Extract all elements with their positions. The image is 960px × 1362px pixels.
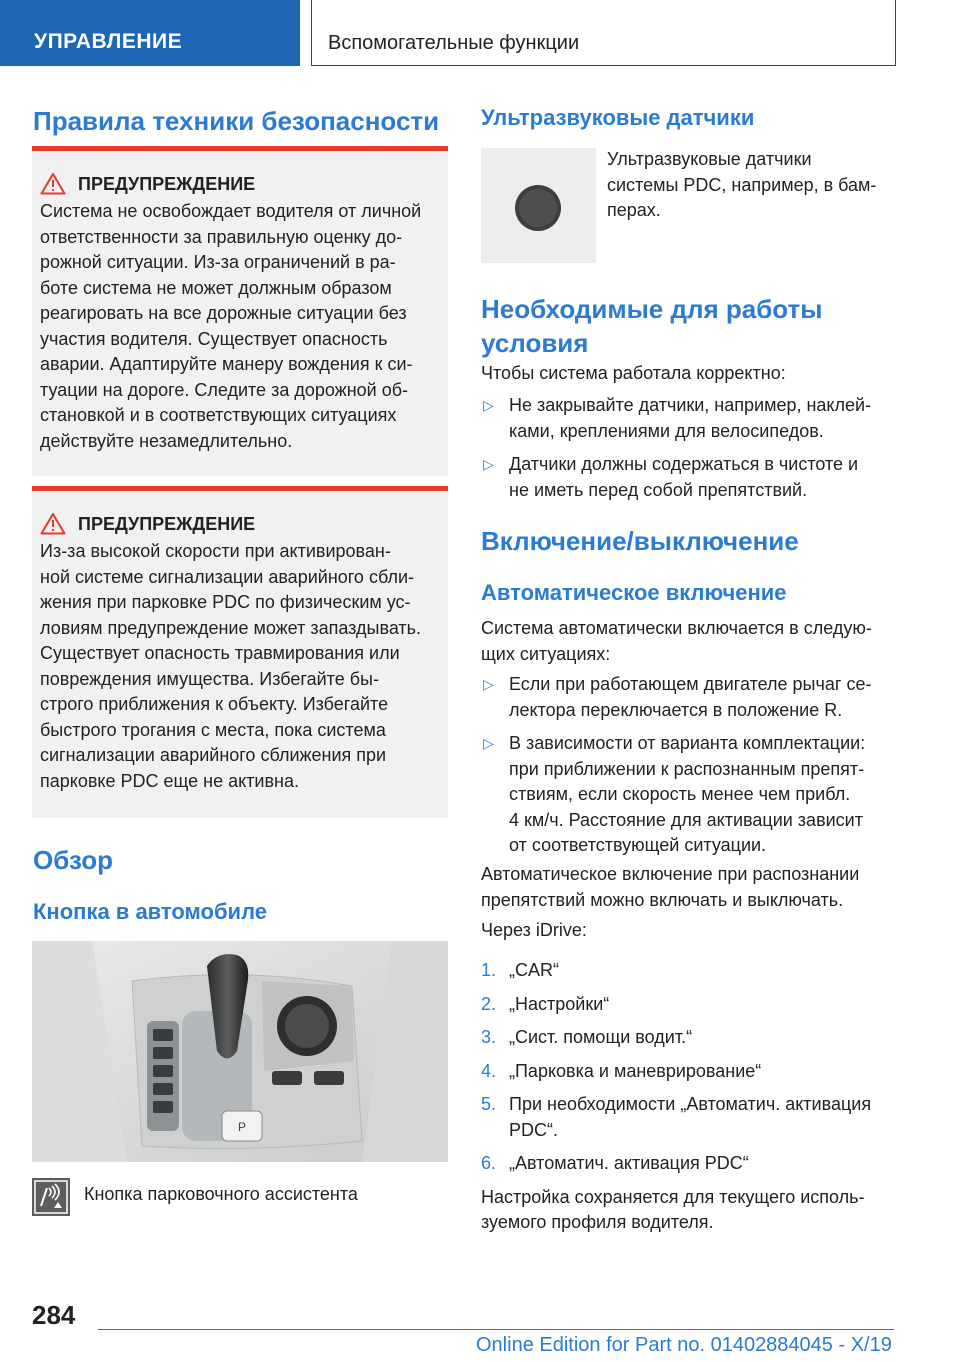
auto-conditions-list bbox=[481, 672, 901, 859]
text-line: ной системе сигнализации аварийного сбли- bbox=[40, 566, 415, 587]
title-line: Необходимые для работы bbox=[481, 294, 823, 324]
warning-triangle-icon bbox=[40, 512, 66, 535]
auto-activation-title: Автоматическое включение bbox=[481, 580, 787, 605]
section-tab: УПРАВЛЕНИЕ bbox=[0, 0, 300, 66]
step-number: 5. bbox=[481, 1094, 497, 1114]
text-line: при приближении к распознанным препят- bbox=[509, 758, 865, 779]
idrive-steps bbox=[481, 958, 901, 1236]
button-section-title: Кнопка в автомобиле bbox=[33, 899, 267, 924]
text-line: лектора переключается в положение R. bbox=[509, 699, 843, 720]
step-item bbox=[481, 958, 901, 984]
auto-intro bbox=[481, 616, 901, 667]
idrive-intro: Через iDrive: bbox=[481, 920, 587, 940]
step-text: „Парковка и маневрирование“ bbox=[509, 1060, 762, 1081]
text-line: Настройка сохраняется для текущего исполь- bbox=[481, 1186, 865, 1207]
text-line: сигнализации аварийного сближения при bbox=[40, 745, 387, 765]
button-caption: Кнопка парковочного ассистента bbox=[84, 1184, 358, 1204]
text-line: повреждения имущества. Избегайте бы- bbox=[40, 668, 379, 689]
text-line: Если при работающем двигателе рычаг се- bbox=[509, 674, 872, 694]
step-item bbox=[481, 1059, 901, 1085]
text-line: Не закрывайте датчики, например, наклей- bbox=[509, 395, 872, 415]
page-number: 284 bbox=[32, 1300, 76, 1330]
requirements-title bbox=[481, 292, 901, 360]
warning-triangle-icon bbox=[40, 172, 66, 195]
save-note bbox=[481, 1185, 901, 1236]
text-line: быстрого трогания с места, пока система bbox=[40, 719, 386, 740]
text-line: Из-за высокой скорости при активирован- bbox=[40, 541, 391, 561]
overview-title: Обзор bbox=[33, 845, 113, 875]
text-line: реагировать на все дорожные ситуации без bbox=[40, 303, 407, 323]
bullet-triangle-icon: ▷ bbox=[483, 397, 494, 413]
step-text: „Сист. помощи водит.“ bbox=[509, 1027, 693, 1047]
text-line: от соответствующей ситуации. bbox=[509, 835, 767, 855]
text-line: Датчики должны содержаться в чистоте и bbox=[509, 454, 859, 474]
step-text: PDC“. bbox=[509, 1119, 558, 1140]
on-off-title: Включение/выключение bbox=[481, 526, 799, 556]
auto-note bbox=[481, 862, 901, 913]
text-line: Автоматическое включение при распознании bbox=[481, 864, 860, 884]
requirements-intro: Чтобы система работала корректно: bbox=[481, 363, 786, 383]
text-line: аварии. Адаптируйте манеру вождения к си- bbox=[40, 354, 413, 374]
text-line: щих ситуациях: bbox=[481, 643, 611, 664]
warning-box-1 bbox=[32, 146, 448, 476]
text-line: боте система не может должным образом bbox=[40, 277, 392, 298]
text-line: Ультразвуковые датчики bbox=[607, 149, 812, 169]
text-line: не иметь перед собой препятствий. bbox=[509, 479, 808, 500]
text-line: препятствий можно включать и выключать. bbox=[481, 889, 844, 910]
text-line: ками, креплениями для велосипедов. bbox=[509, 420, 824, 441]
footer-divider bbox=[98, 1329, 894, 1330]
warning-title bbox=[78, 171, 438, 197]
text-line: жения при парковке PDC по физическим ус- bbox=[40, 592, 411, 612]
step-number: 1. bbox=[481, 960, 497, 980]
step-text: „CAR“ bbox=[509, 960, 559, 980]
text-line: Существует опасность травмирования или bbox=[40, 643, 400, 663]
bullet-triangle-icon: ▷ bbox=[483, 676, 494, 692]
step-number: 4. bbox=[481, 1060, 497, 1081]
warning-body bbox=[40, 539, 438, 794]
sensors-title: Ультразвуковые датчики bbox=[481, 105, 755, 130]
safety-title: Правила техники безопасности bbox=[33, 106, 440, 136]
ultrasonic-sensor-photo bbox=[481, 148, 596, 263]
step-number: 2. bbox=[481, 993, 497, 1014]
step-item bbox=[481, 1092, 901, 1143]
text-line: парковке PDC еще не активна. bbox=[40, 770, 299, 791]
step-number: 6. bbox=[481, 1153, 497, 1173]
step-text: „Автоматич. активация PDC“ bbox=[509, 1153, 749, 1173]
text-line: Система автоматически включается в следую- bbox=[481, 618, 872, 638]
text-line: становкой и в соответствующих ситуациях bbox=[40, 405, 397, 425]
text-line: перах. bbox=[607, 200, 661, 220]
text-line: рожной ситуации. Из-за ограничений в ра- bbox=[40, 252, 396, 272]
page-header bbox=[0, 0, 960, 66]
center-console-photo bbox=[32, 941, 448, 1162]
warning-title bbox=[78, 511, 438, 537]
text-line: зуемого профиля водителя. bbox=[481, 1212, 714, 1232]
step-text: При необходимости „Автоматич. активация bbox=[509, 1094, 872, 1114]
step-number: 3. bbox=[481, 1027, 497, 1047]
text-line: Система не освобождает водителя от личной bbox=[40, 201, 422, 221]
text-line: действуйте незамедлительно. bbox=[40, 430, 293, 451]
warning-body bbox=[40, 199, 438, 454]
step-item bbox=[481, 1025, 901, 1051]
list-item bbox=[481, 731, 901, 859]
text-line: системы PDC, например, в бам- bbox=[607, 174, 877, 195]
parking-assist-button-icon bbox=[32, 1178, 70, 1216]
requirements-list bbox=[481, 393, 901, 503]
text-line: ответственности за правильную оценку до- bbox=[40, 226, 403, 247]
text-line: ствиям, если скорость менее чем прибл. bbox=[509, 784, 851, 804]
step-item bbox=[481, 1151, 901, 1177]
list-item bbox=[481, 452, 901, 503]
text-line: туации на дороге. Следите за дорожной об- bbox=[40, 379, 409, 400]
step-item bbox=[481, 992, 901, 1018]
text-line: 4 км/ч. Расстояние для активации зависит bbox=[509, 809, 863, 830]
title-line: условия bbox=[481, 328, 589, 358]
svg-text:P: P bbox=[237, 1120, 247, 1134]
warning-title-text: ПРЕДУПРЕЖДЕНИЕ bbox=[78, 514, 256, 534]
list-item bbox=[481, 393, 901, 444]
list-item bbox=[481, 672, 901, 723]
bullet-triangle-icon: ▷ bbox=[483, 456, 494, 472]
warning-title-text: ПРЕДУПРЕЖДЕНИЕ bbox=[78, 174, 256, 194]
chapter-title: Вспомогательные функции bbox=[311, 0, 896, 66]
warning-box-2 bbox=[32, 486, 448, 818]
text-line: ловиям предупреждение может запаздывать. bbox=[40, 617, 422, 638]
text-line: строго приближения к объекту. Избегайте bbox=[40, 694, 389, 714]
text-line: участия водителя. Существует опасность bbox=[40, 328, 388, 349]
edition-note: Online Edition for Part no. 01402884045 - X/19 bbox=[476, 1334, 892, 1356]
bullet-triangle-icon: ▷ bbox=[483, 735, 494, 751]
text-line: В зависимости от варианта комплектации: bbox=[509, 733, 866, 753]
step-text: „Настройки“ bbox=[509, 993, 610, 1014]
sensors-description bbox=[607, 147, 897, 224]
